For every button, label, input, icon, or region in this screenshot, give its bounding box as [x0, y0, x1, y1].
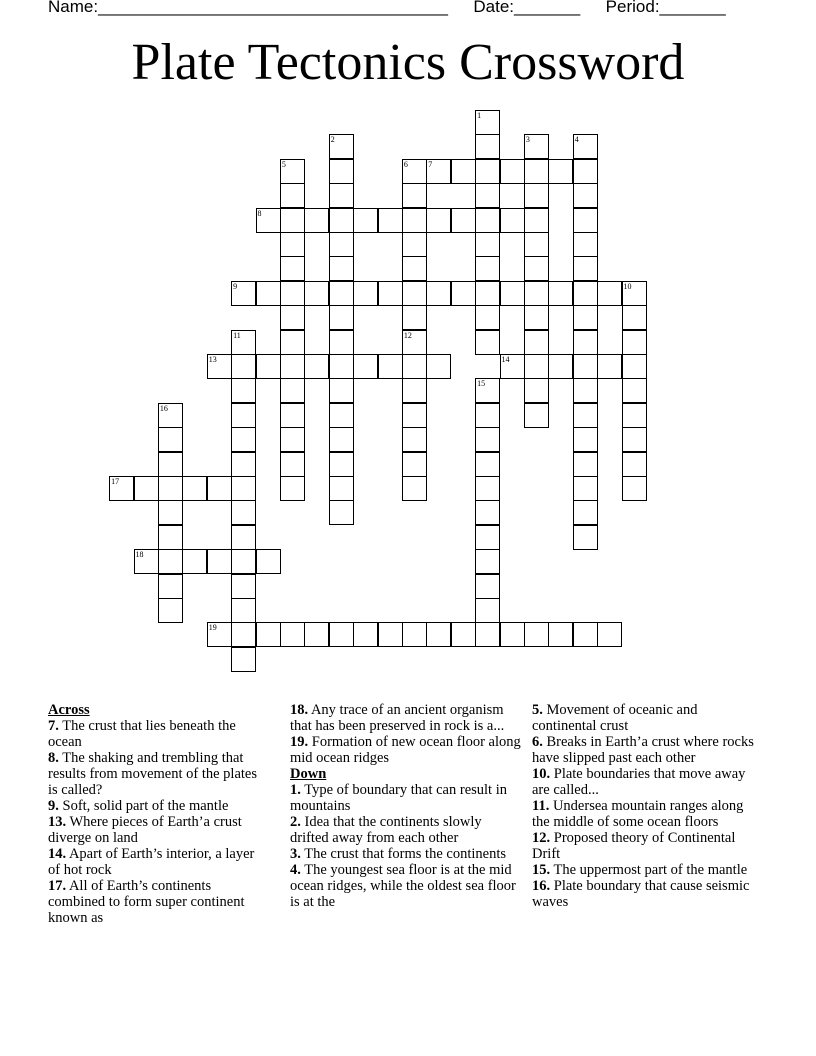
- clue-across-9: 9. Soft, solid part of the mantle: [48, 798, 229, 814]
- crossword-cell[interactable]: [402, 476, 427, 501]
- across-heading: Across: [48, 702, 90, 718]
- crossword-cell[interactable]: [329, 134, 354, 159]
- crossword-cell[interactable]: [524, 208, 549, 233]
- clue-number: 9: [233, 281, 238, 291]
- clues-column-1: [48, 702, 270, 926]
- crossword-cell[interactable]: [524, 403, 549, 428]
- crossword-cell[interactable]: [475, 232, 500, 257]
- period-label: Period:: [605, 0, 660, 16]
- crossword-cell[interactable]: [182, 476, 207, 501]
- crossword-cell[interactable]: [573, 183, 598, 208]
- crossword-cell[interactable]: [353, 354, 378, 379]
- crossword-cell[interactable]: [402, 452, 427, 477]
- crossword-cell[interactable]: [109, 476, 134, 501]
- crossword-cell[interactable]: [256, 281, 281, 306]
- crossword-cell[interactable]: [231, 549, 256, 574]
- clues-column-3: [532, 702, 758, 910]
- crossword-cell[interactable]: [524, 256, 549, 281]
- crossword-cell[interactable]: [280, 378, 305, 403]
- crossword-cell[interactable]: [329, 403, 354, 428]
- clue-number: 18: [135, 550, 144, 560]
- crossword-cell[interactable]: [280, 232, 305, 257]
- crossword-cell[interactable]: [573, 305, 598, 330]
- page-title: Plate Tectonics Crossword: [131, 34, 685, 91]
- clue-number: 5: [281, 159, 286, 169]
- crossword-cell[interactable]: [280, 208, 305, 233]
- crossword-cell[interactable]: [524, 281, 549, 306]
- crossword-cell[interactable]: [524, 622, 549, 647]
- crossword-cell[interactable]: [573, 256, 598, 281]
- crossword-cell[interactable]: [280, 622, 305, 647]
- crossword-cell[interactable]: [329, 378, 354, 403]
- crossword-cell[interactable]: [475, 476, 500, 501]
- crossword-cell[interactable]: [622, 452, 647, 477]
- crossword-cell[interactable]: [475, 549, 500, 574]
- crossword-cell[interactable]: [622, 330, 647, 355]
- crossword-cell[interactable]: [158, 500, 183, 525]
- crossword-cell[interactable]: [573, 354, 598, 379]
- crossword-cell[interactable]: [329, 354, 354, 379]
- crossword-cell[interactable]: [231, 452, 256, 477]
- clue-number: 4: [574, 135, 579, 145]
- crossword-cell[interactable]: [475, 598, 500, 623]
- crossword-cell[interactable]: [402, 330, 427, 355]
- crossword-cell[interactable]: [158, 598, 183, 623]
- crossword-cell[interactable]: [548, 354, 573, 379]
- crossword-cell[interactable]: [622, 354, 647, 379]
- crossword-cell[interactable]: [475, 110, 500, 135]
- crossword-cell[interactable]: [353, 622, 378, 647]
- crossword-cell[interactable]: [378, 354, 403, 379]
- crossword-cell[interactable]: [231, 598, 256, 623]
- clue-number: 1: [477, 111, 482, 120]
- crossword-cell[interactable]: [402, 256, 427, 281]
- crossword-cell[interactable]: [622, 476, 647, 501]
- crossword-cell[interactable]: [573, 378, 598, 403]
- crossword-cell[interactable]: [231, 574, 256, 599]
- crossword-cell[interactable]: [475, 330, 500, 355]
- period-line[interactable]: _______: [659, 0, 726, 16]
- crossword-cell[interactable]: [402, 622, 427, 647]
- clue-number: 15: [477, 379, 486, 389]
- crossword-cell[interactable]: [524, 134, 549, 159]
- clue-across-7: 7. The crust that lies beneath the ocean: [48, 718, 236, 750]
- crossword-cell[interactable]: [426, 622, 451, 647]
- crossword-cell[interactable]: [622, 305, 647, 330]
- crossword-cell[interactable]: [622, 403, 647, 428]
- crossword-cell[interactable]: [500, 159, 525, 184]
- crossword-cell[interactable]: [280, 183, 305, 208]
- crossword-cell[interactable]: [280, 354, 305, 379]
- crossword-cell[interactable]: [475, 134, 500, 159]
- crossword-cell[interactable]: [597, 622, 622, 647]
- crossword-cell[interactable]: [426, 281, 451, 306]
- crossword-cell[interactable]: [573, 159, 598, 184]
- crossword-cell[interactable]: [475, 403, 500, 428]
- crossword-cell[interactable]: [402, 183, 427, 208]
- clue-down-12: 12. Proposed theory of Continental Drift: [532, 830, 736, 862]
- clue-down-5: 5. Movement of oceanic and continental crust: [532, 702, 698, 734]
- crossword-cell[interactable]: [231, 525, 256, 550]
- crossword-cell[interactable]: [524, 183, 549, 208]
- crossword-cell[interactable]: [353, 281, 378, 306]
- crossword-cell[interactable]: [329, 330, 354, 355]
- clue-number: 8: [257, 208, 262, 218]
- crossword-cell[interactable]: [573, 622, 598, 647]
- crossword-cell[interactable]: [573, 134, 598, 159]
- crossword-cell[interactable]: [329, 183, 354, 208]
- crossword-cell[interactable]: [597, 281, 622, 306]
- crossword-cell[interactable]: [134, 549, 159, 574]
- crossword-cell[interactable]: [451, 208, 476, 233]
- crossword-cell[interactable]: [158, 476, 183, 501]
- clue-down-1: 1. Type of boundary that can result in mountains: [290, 782, 507, 814]
- crossword-cell[interactable]: [500, 281, 525, 306]
- crossword-cell[interactable]: [158, 427, 183, 452]
- crossword-cell[interactable]: [304, 208, 329, 233]
- name-label: Name:: [48, 0, 99, 16]
- crossword-cell[interactable]: [280, 256, 305, 281]
- crossword-cell[interactable]: [329, 208, 354, 233]
- crossword-cell[interactable]: [524, 232, 549, 257]
- crossword-cell[interactable]: [622, 427, 647, 452]
- crossword-cell[interactable]: [402, 354, 427, 379]
- crossword-cell[interactable]: [182, 549, 207, 574]
- crossword-cell[interactable]: [329, 256, 354, 281]
- crossword-cell[interactable]: [500, 622, 525, 647]
- crossword-cell[interactable]: [573, 403, 598, 428]
- crossword-cell[interactable]: [329, 476, 354, 501]
- clue-across-13: 13. Where pieces of Earth’a crust diverge on land: [48, 814, 242, 846]
- clue-down-10: 10. Plate boundaries that move away are called...: [532, 766, 746, 798]
- crossword-cell[interactable]: [280, 159, 305, 184]
- crossword-cell[interactable]: [329, 281, 354, 306]
- clue-number: 7: [428, 159, 433, 169]
- crossword-cell[interactable]: [280, 305, 305, 330]
- crossword-cell[interactable]: [231, 476, 256, 501]
- crossword-cell[interactable]: [622, 378, 647, 403]
- crossword-cell[interactable]: [475, 305, 500, 330]
- crossword-cell[interactable]: [207, 622, 232, 647]
- clue-down-16: 16. Plate boundary that cause seismic waves: [532, 878, 750, 910]
- crossword-cell[interactable]: [304, 354, 329, 379]
- crossword-cell[interactable]: [475, 208, 500, 233]
- clue-number: 19: [208, 623, 217, 633]
- crossword-cell[interactable]: [573, 500, 598, 525]
- name-line[interactable]: _____________________________________: [98, 0, 448, 16]
- clue-across-17: 17. All of Earth’s continents combined to form super continent known as: [48, 878, 245, 926]
- crossword-cell[interactable]: [475, 159, 500, 184]
- crossword-cell[interactable]: [573, 232, 598, 257]
- crossword-cell[interactable]: [451, 622, 476, 647]
- clue-number: 17: [111, 477, 120, 486]
- crossword-cell[interactable]: [548, 281, 573, 306]
- crossword-cell[interactable]: [475, 427, 500, 452]
- clue-across-14: 14. Apart of Earth’s interior, a layer of hot rock: [48, 846, 255, 878]
- crossword-cell[interactable]: [426, 354, 451, 379]
- crossword-cell[interactable]: [402, 159, 427, 184]
- crossword-cell[interactable]: [524, 305, 549, 330]
- crossword-cell[interactable]: [475, 622, 500, 647]
- crossword-cell[interactable]: [573, 452, 598, 477]
- clue-down-3: 3. The crust that forms the continents: [290, 846, 506, 862]
- crossword-cell[interactable]: [573, 476, 598, 501]
- crossword-cell[interactable]: [524, 159, 549, 184]
- crossword-cell[interactable]: [451, 281, 476, 306]
- crossword-cell[interactable]: [475, 452, 500, 477]
- crossword-cell[interactable]: [280, 403, 305, 428]
- crossword-cell[interactable]: [573, 330, 598, 355]
- crossword-cell[interactable]: [329, 452, 354, 477]
- crossword-cell[interactable]: [329, 500, 354, 525]
- crossword-cell[interactable]: [573, 208, 598, 233]
- crossword-cell[interactable]: [451, 159, 476, 184]
- crossword-cell[interactable]: [231, 647, 256, 672]
- crossword-cell[interactable]: [597, 354, 622, 379]
- crossword-cell[interactable]: [256, 622, 281, 647]
- crossword-cell[interactable]: [475, 281, 500, 306]
- crossword-cell[interactable]: [500, 354, 525, 379]
- crossword-cell[interactable]: [158, 549, 183, 574]
- crossword-cell[interactable]: [329, 305, 354, 330]
- crossword-cell[interactable]: [426, 208, 451, 233]
- crossword-cell[interactable]: [231, 427, 256, 452]
- crossword-cell[interactable]: [231, 622, 256, 647]
- crossword-cell[interactable]: [573, 525, 598, 550]
- crossword-cell[interactable]: [207, 549, 232, 574]
- crossword-cell[interactable]: [402, 305, 427, 330]
- crossword-cell[interactable]: [573, 281, 598, 306]
- crossword-cell[interactable]: [231, 378, 256, 403]
- clue-number: 10: [623, 281, 632, 291]
- crossword-cell[interactable]: [280, 330, 305, 355]
- clue-down-4: 4. The youngest sea floor is at the mid ocean ridges, while the oldest sea floor is at the: [290, 862, 516, 910]
- crossword-cell[interactable]: [256, 208, 281, 233]
- clue-number: 14: [501, 355, 510, 364]
- crossword-cell[interactable]: [475, 525, 500, 550]
- crossword-cell[interactable]: [329, 232, 354, 257]
- crossword-cell[interactable]: [500, 208, 525, 233]
- down-heading: Down: [290, 766, 327, 782]
- clue-down-6: 6. Breaks in Earth’a crust where rocks have slipped past each other: [532, 734, 754, 766]
- crossword-cell[interactable]: [353, 208, 378, 233]
- crossword-cell[interactable]: [231, 500, 256, 525]
- crossword-cell[interactable]: [524, 330, 549, 355]
- crossword-cell[interactable]: [280, 427, 305, 452]
- crossword-cell[interactable]: [475, 378, 500, 403]
- crossword-cell[interactable]: [426, 159, 451, 184]
- crossword-cell[interactable]: [402, 427, 427, 452]
- clue-number: 13: [208, 355, 217, 364]
- crossword-cell[interactable]: [158, 452, 183, 477]
- crossword-cell[interactable]: [231, 281, 256, 306]
- crossword-cell[interactable]: [402, 281, 427, 306]
- clue-number: 2: [330, 135, 335, 145]
- clue-number: 6: [403, 159, 408, 169]
- crossword-cell[interactable]: [304, 622, 329, 647]
- crossword-cell[interactable]: [304, 281, 329, 306]
- crossword-cell[interactable]: [573, 427, 598, 452]
- crossword-cell[interactable]: [329, 159, 354, 184]
- crossword-cell[interactable]: [231, 403, 256, 428]
- crossword-cell[interactable]: [256, 354, 281, 379]
- crossword-cell[interactable]: [548, 622, 573, 647]
- crossword-cell[interactable]: [329, 622, 354, 647]
- crossword-cell[interactable]: [256, 549, 281, 574]
- crossword-cell[interactable]: [402, 208, 427, 233]
- crossword-cell[interactable]: [378, 208, 403, 233]
- crossword-cell[interactable]: [402, 403, 427, 428]
- clue-down-2: 2. Idea that the continents slowly drifted away from each other: [290, 814, 482, 846]
- crossword-cell[interactable]: [158, 525, 183, 550]
- clue-number: 16: [159, 403, 168, 413]
- crossword-cell[interactable]: [329, 427, 354, 452]
- crossword-cell[interactable]: [402, 378, 427, 403]
- date-line[interactable]: _______: [514, 0, 581, 16]
- clue-across-18: 18. Any trace of an ancient organism that has been preserved in rock is a...: [290, 702, 505, 734]
- crossword-cell[interactable]: [231, 330, 256, 355]
- crossword-cell[interactable]: [280, 452, 305, 477]
- crossword-cell[interactable]: [524, 354, 549, 379]
- crossword-cell[interactable]: [231, 354, 256, 379]
- clue-number: 12: [403, 330, 412, 340]
- crossword-cell[interactable]: [548, 159, 573, 184]
- crossword-cell[interactable]: [622, 281, 647, 306]
- crossword-cell[interactable]: [207, 354, 232, 379]
- crossword-cell[interactable]: [134, 476, 159, 501]
- crossword-cell[interactable]: [475, 183, 500, 208]
- crossword-cell[interactable]: [378, 622, 403, 647]
- crossword-cell[interactable]: [475, 574, 500, 599]
- crossword-cell[interactable]: [158, 574, 183, 599]
- clue-down-15: 15. The uppermost part of the mantle: [532, 862, 748, 878]
- clue-down-11: 11. Undersea mountain ranges along the middle of some ocean floors: [532, 798, 744, 830]
- crossword-cell[interactable]: [158, 403, 183, 428]
- clue-across-8: 8. The shaking and trembling that results from movement of the plates is called?: [48, 750, 257, 798]
- clues-column-2: [290, 702, 522, 910]
- clue-across-19: 19. Formation of new ocean floor along mid ocean ridges: [290, 734, 521, 766]
- crossword-cell[interactable]: [475, 500, 500, 525]
- crossword-cell[interactable]: [280, 281, 305, 306]
- clue-number: 3: [525, 135, 530, 145]
- crossword-cell[interactable]: [207, 476, 232, 501]
- crossword-cell[interactable]: [378, 281, 403, 306]
- crossword-cell[interactable]: [475, 256, 500, 281]
- crossword-cell[interactable]: [524, 378, 549, 403]
- crossword-cell[interactable]: [402, 232, 427, 257]
- date-label: Date:: [473, 0, 515, 16]
- crossword-cell[interactable]: [280, 476, 305, 501]
- clue-number: 11: [233, 330, 241, 340]
